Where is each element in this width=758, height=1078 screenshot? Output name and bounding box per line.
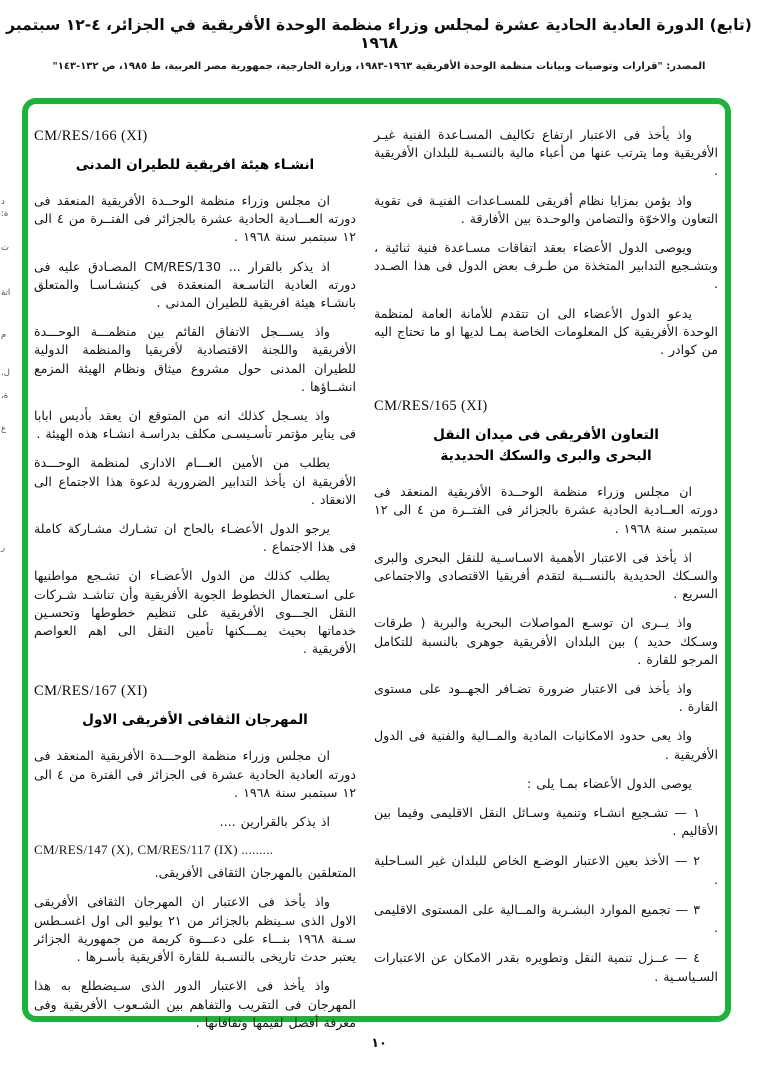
paragraph: واذ يعى حدود الامكانيات المادية والمــالية والفنية فى الدول الأفريقية . <box>374 728 718 762</box>
spacer <box>374 370 718 396</box>
paragraph: واذ يسـجل كذلك انه من المتوقع ان يعقد بأديس ابابا فى يناير مؤتمر تأسـيسـى مكلف بدراسـة انشـاء هذه الهيئة . <box>34 408 356 442</box>
paragraph: يدعو الدول الأعضاء الى ان تتقدم للأمانة العامة لمنظمة الوحدة الأفريقية كل المعلومات الخاصة بمـا لديها او ما تحتاج اليه من كوادر . <box>374 305 718 358</box>
document-title: (تابع) الدورة العادية الحادية عشرة لمجلس وزراء منظمة الوحدة الأفريقية في الجزائر، ٤-١٢ سبتمبر ١٩٦٨ <box>6 16 752 52</box>
list-item: ٢ — الأخذ بعين الاعتبار الوضـع الخاص للبلدان غير السـاحلية . <box>374 853 718 887</box>
paragraph: واذ يــرى ان توسـع المواصلات البحرية والبرية ( طرقات وسـكك حديد ) بين البلدان الأفريقية جوهرى بالنسبة للتكامل المرجو للقارة . <box>374 615 718 667</box>
paragraph: اذ يذكر بالقرار ... CM/RES/130 المصـادق عليه فى دورته العادية التاسـعة المنعقدة فى كينشـاسـا والمتعلق بانشـاء هيئة افريقية للطيران المدنى . <box>34 258 356 311</box>
paragraph: اذ يذكر بالقرارين .... <box>219 814 330 830</box>
resolution-title-165 <box>374 425 718 467</box>
resolution-title-line: البحرى والبرى والسكك الحديدية <box>440 448 652 465</box>
paragraph: ان مجلس وزراء منظمة الوحــدة الأفريقية المنعقد فى دورته العـــادية الحادية عشرة بالجزائر فى الفتــرة من ٤ الى ١٢ سبتمبر سنة ١٩٦٨ . <box>34 193 356 245</box>
document-body <box>34 126 718 1030</box>
referenced-resolution-codes: CM/RES/147 (X), CM/RES/117 (IX) ......... <box>34 842 274 858</box>
paragraph: واذ يأخذ فى الاعتبار الدور الذى سـيضطلع به هذا المهرجان فى التقريب والتفاهم بين الشـعوب الأفريقية وفى معرفة أفضل لقيمها وثقافاتها . <box>34 978 356 1030</box>
resolution-title-167: المهرجان الثقافى الأفريقى الاول <box>82 712 308 729</box>
list-item: ١ — تشـجيع انشـاء وتنمية وسـائل النقل الاقليمى وفيما بين الأقاليم . <box>374 805 718 839</box>
spacer <box>34 669 356 681</box>
paragraph: واذ يأخذ فى الاعتبار ان المهرجان الثقافى الأفريقى الاول الذى سـينظم بالجزائر من ٢١ يوليو الى اول اغسـطس سـنة ١٩٦٨ بنـــاء على دعـــوة كريمة من جمهورية الجزائر يعتبر حدث تاريخى بالنسـبة للقارة الأفريقية بأسـرها . <box>34 894 356 965</box>
list-item: ٤ — عــزل تنمية النقل وتطويره بقدر الامكان عن الاعتبارات السـياسـية . <box>374 950 718 984</box>
scan-artifact: ر <box>1 543 6 553</box>
scan-artifact: اتة <box>1 288 11 298</box>
page-number: ١٠ <box>371 1036 387 1051</box>
column-right <box>374 126 718 1006</box>
paragraph: واذ يأخذ فى الاعتبار ضرورة تضـافر الجهــود على مستوى القارة . <box>374 681 718 715</box>
resolution-code-165: CM/RES/165 (XI) <box>374 398 488 415</box>
paragraph: يطلب من الأمين العـــام الادارى لمنظمة الوحـــدة الأفريقية ان يأخذ التدابير الضرورية لدعوة هذا الاجتماع الى الانعقاد . <box>34 455 356 507</box>
source-citation: المصدر: "قرارات وتوصيات وبيانات منظمة الوحدة الأفريقية ١٩٦٣-١٩٨٣، وزارة الخارجية، جمهورية مصر العربية، ط ١٩٨٥، ص ١٣٢-١٤٣" <box>52 61 706 72</box>
paragraph: يطلب كذلك من الدول الأعضـاء ان تشـجع مواطنيها على اسـتعمال الخطوط الجوية الأفريقية وأن تناشـد شـركات النقل الجـــوى الأفريقية على تنظيم خطوطها وتحسـين خدماتها بحيث يمـــكنها تأمين النقل الى اهم العواصم الأفريقية . <box>34 568 356 657</box>
scan-artifact: م <box>1 330 7 340</box>
paragraph: اذ يأخذ فى الاعتبار الأهمية الاسـاسـية للنقل البحرى والبرى والسـكك الحديدية بالنســبة لتقدم أفريقيا الاقتصادى والاجتماعى السريع . <box>374 549 718 602</box>
list-item: ٣ — تجميع الموارد البشـرية والمــالية على المستوى الاقليمى . <box>374 901 718 936</box>
resolution-title-line: التعاون الأفريقى فى ميدان النقل <box>433 427 659 444</box>
scan-artifact: د <box>1 197 5 207</box>
paragraph: واذ يأخذ فى الاعتبار ارتفاع تكاليف المسـاعدة الفنية غيـر الأفريقية وما يترتب عنها من أعباء مالية بالنسـبة للبلدان الأفريقية . <box>374 127 718 179</box>
scan-artifact: ة: <box>1 209 9 219</box>
paragraph: ويوصى الدول الأعضاء بعقد اتفاقات مسـاعدة فنية ثنائية ، وبتشـجيع التدابير المتخذة من طـرف بعض الدول فى هذا الصـدد . <box>374 240 718 292</box>
column-left <box>34 126 356 1030</box>
paragraph: ان مجلس وزراء منظمة الوحــدة الأفريقية المنعقد فى دورته العــادية الحادية عشرة بالجزائر فى الفتــرة من ٤ الى ١٢ سبتمبر سنة ١٩٦٨ . <box>374 484 718 536</box>
paragraph: يرجو الدول الأعضـاء بالحاح ان تشـارك مشـاركة كاملة فى هذا الاجتماع . <box>34 521 356 555</box>
resolution-code-167: CM/RES/167 (XI) <box>34 683 148 700</box>
paragraph: ان مجلس وزراء منظمة الوحـــدة الأفريقية المنعقد فى دورته العادية الحادية عشرة فى الجزائر فى الفترة من ٤ الى ١٢ سبتمبر سنة ١٩٦٨ . <box>34 748 356 800</box>
page-header <box>0 16 758 72</box>
resolution-title-166: انشـاء هيئة افريقية للطيران المدنى <box>75 157 315 173</box>
scan-artifact: ة، <box>1 391 9 401</box>
resolution-code-166: CM/RES/166 (XI) <box>34 128 148 144</box>
paragraph: المتعلقين بالمهرجان الثقافى الأفريقى. <box>154 865 356 881</box>
scan-artifact: ع <box>1 424 7 434</box>
paragraph: يوصى الدول الأعضاء بمـا يلى : <box>527 775 692 791</box>
scan-artifact: ت <box>1 243 10 253</box>
scan-artifact: ل. <box>1 368 10 378</box>
paragraph: واذ يســـجل الاتفاق القائم بين منظمـــة الوحـــدة الأفريقية واللجنة الاقتصادية لأفريقيا والمنظمة الدولية للطيران المدنى حول مشروع ميثاق ونظام الهيئة المزمع انشــاؤها . <box>34 324 356 394</box>
paragraph: واذ يؤمن بمزايا نظام أفريقى للمسـاعدات الفنيـة فى تقوية التعاون والاخوّة والتضامن والوحـدة بين الأفارقة . <box>374 192 718 226</box>
